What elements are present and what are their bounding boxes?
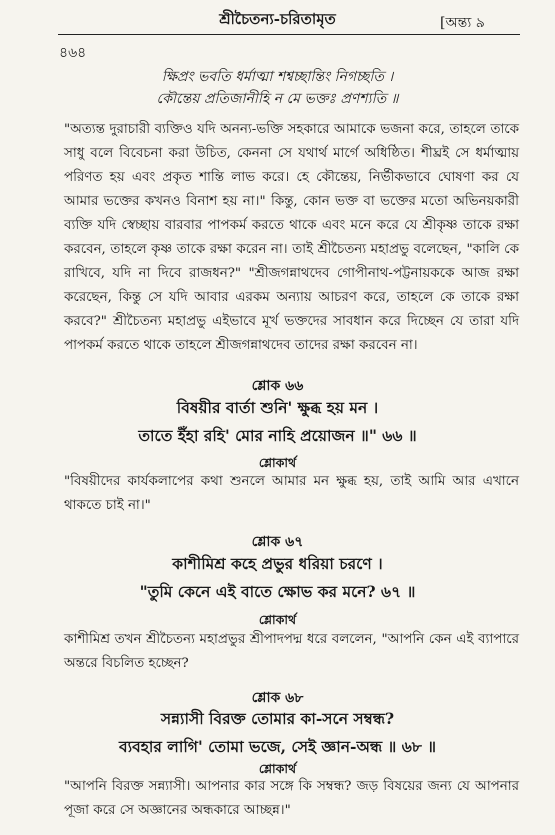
verse-68-translation-heading: শ্লোকার্থ [258, 761, 297, 776]
sanskrit-verse-line: ক্ষিপ্রং ভবতি ধর্মাত্মা শশ্বচ্ছান্তিং নিগচ্ছতি । [161, 69, 394, 85]
header-rule [58, 34, 520, 35]
verse-67-translation-heading: শ্লোকার্থ [258, 612, 297, 627]
chapter-reference: [অন্ত্য ৯ [440, 15, 485, 31]
verse-line: কাশীমিশ্র কহে প্রভুর ধরিয়া চরণে । [172, 554, 383, 573]
verse-66-text [0, 394, 555, 450]
page-header [0, 0, 555, 61]
purport-paragraph: "অত্যন্ত দুরাচারী ব্যক্তিও যদি অনন্য-ভক্তি সহকারে আমাকে ভজনা করে, তাহলে তাকে সাধু বলে বিবেচনা করা উচিত, কেননা সে যথার্থ মার্গে অধিষ্ঠিত। শীঘ্রই সে ধর্মাত্মায় পরিণত হয় এবং প্রকৃত শান্তি লাভ করে। হে কৌন্তেয়, নির্ভীকভাবে ঘোষণা কর যে আমার ভক্তের কখনও বিনাশ হয় না।" কিন্তু, কোন ভক্ত বা ভক্তের মতো অভিনয়কারী ব্যক্তি যদি স্বেচ্ছায় বারবার পাপকর্ম করতে থাকে এবং মনে করে যে শ্রীকৃষ্ণ তাকে রক্ষা করবেন, তাহলে কৃষ্ণ তাকে রক্ষা করেন না। তাই শ্রীচৈতন্য মহাপ্রভু বলেছেন, "কালি কে রাখিবে, যদি না দিবে রাজধন?" "শ্রীজগন্নাথদেব গোপীনাথ-পট্টনায়ককে আজ রক্ষা করেছেন, কিন্তু সে যদি আবার এরকম অন্যায় আচরণ করে, তাহলে কে তাকে রক্ষা করবে?" শ্রীচৈতন্য মহাপ্রভু এইভাবে মূর্খ ভক্তদের সাবধান করে দিচ্ছেন যে তারা যদি পাপকর্ম করতে থাকে তাহলে শ্রীজগন্নাথদেব তাদের রক্ষা করবেন না। [64, 122, 519, 353]
verse-67-text [0, 550, 555, 606]
verse-66-heading: শ্লোক ৬৬ [251, 378, 304, 394]
verse-line: বিষয়ীর বার্তা শুনি' ক্ষুব্ধ হয় মন । [176, 398, 379, 417]
verse-66-translation-heading: শ্লোকার্থ [258, 455, 297, 470]
verse-66-translation: "বিষয়ীদের কার্যকলাপের কথা শুনলে আমার মন ক্ষুব্ধ হয়, তাই আমি আর এখানে থাকতে চাই না।" [64, 474, 519, 513]
verse-line: সন্ন্যাসী বিরক্ত তোমার কা-সনে সম্বন্ধ? [160, 709, 395, 728]
sanskrit-verse-line: কৌন্তেয় প্রতিজানীহি ন মে ভক্তঃ প্রণশ্যতি ॥ [156, 91, 399, 107]
verse-68-text [0, 705, 555, 761]
verse-line: "তুমি কেনে এই বাতে ক্ষোভ কর মনে? ৬৭ ॥ [139, 582, 416, 601]
verse-68-heading: শ্লোক ৬৮ [251, 690, 304, 706]
verse-67-translation: কাশীমিশ্র তখন শ্রীচৈতন্য মহাপ্রভুর শ্রীপাদপদ্ম ধরে বললেন, "আপনি কেন এই ব্যাপারে অন্তরে বিচলিত হচ্ছেন? [64, 632, 519, 671]
verse-line: ব্যবহার লাগি' তোমা ভজে, সেই জ্ঞান-অন্ধ ॥ ৬৮ ॥ [119, 737, 436, 756]
verse-68-translation: "আপনি বিরক্ত সন্ন্যাসী। আপনার কার সঙ্গে কি সম্বন্ধ? জড় বিষয়ের জন্য যে আপনার পূজা করে সে অজ্ঞানের অন্ধকারে আচ্ছন্ন।" [64, 779, 519, 818]
verse-line: তাতে ইঁহা রহি' মোর নাহি প্রয়োজন ॥" ৬৬ ॥ [138, 426, 417, 445]
running-title: শ্রীচৈতন্য-চরিতামৃত [219, 10, 336, 28]
verse-67-heading: শ্লোক ৬৭ [251, 534, 304, 550]
page-number: ৪৬৪ [59, 45, 87, 61]
sanskrit-verse [0, 66, 555, 110]
